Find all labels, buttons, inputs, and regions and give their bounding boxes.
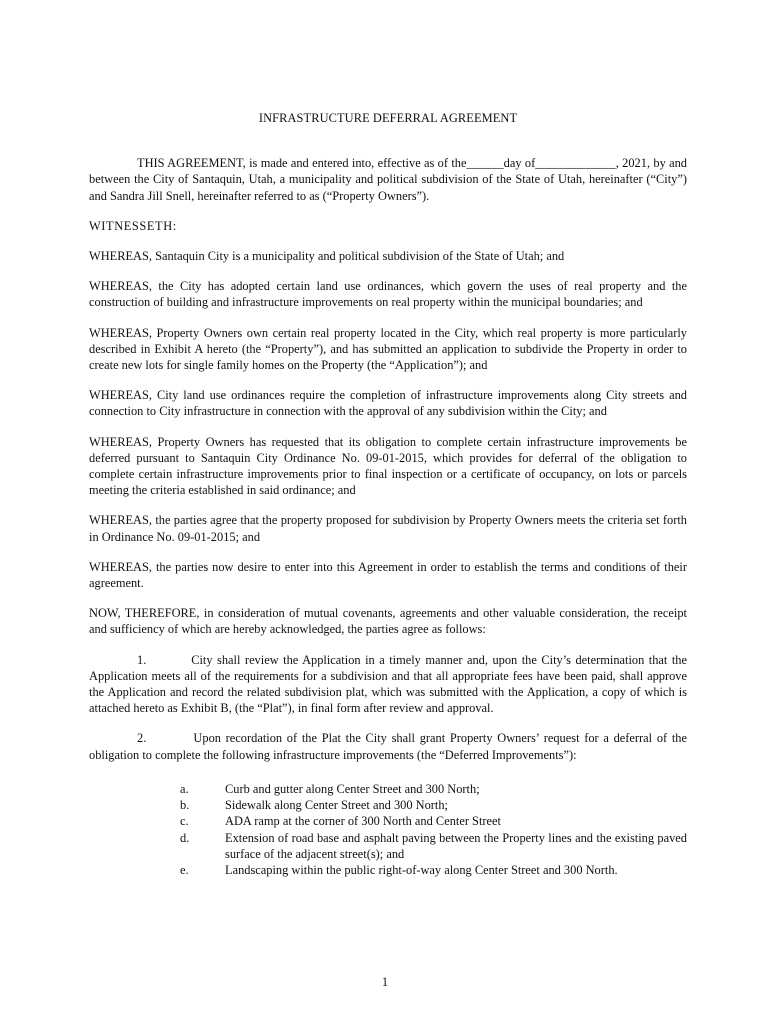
list-item-letter: c. (180, 814, 189, 829)
document-body (89, 110, 687, 878)
list-item (89, 862, 687, 878)
list-item-text: Landscaping within the public right-of-way along Center Street and 300 North. (225, 862, 618, 877)
deferred-improvements-list (89, 781, 687, 878)
whereas-paragraph-1: WHEREAS, Santaquin City is a municipality and political subdivision of the State of Utah; and (89, 249, 565, 264)
list-item-letter: d. (180, 830, 190, 845)
list-item-letter: a. (180, 781, 189, 796)
whereas-paragraph-3: WHEREAS, Property Owners own certain real property located in the City, which real property is more particularly described in Exhibit A hereto (the “Property”), and has submitted an application to subdivide the Property in order to create new lots for single family homes on the Property (the “Application”); and (89, 325, 687, 373)
list-item (89, 813, 687, 829)
whereas-paragraph-7: WHEREAS, the parties now desire to enter into this Agreement in order to establish the terms and conditions of their agreement. (89, 559, 687, 591)
list-item-text: Curb and gutter along Center Street and 300 North; (225, 781, 480, 796)
whereas-paragraph-6: WHEREAS, the parties agree that the property proposed for subdivision by Property Owners meets the criteria set forth in Ordinance No. 09-01-2015; and (89, 513, 687, 544)
list-item-text: Sidewalk along Center Street and 300 North; (225, 798, 448, 813)
whereas-paragraph-4: WHEREAS, City land use ordinances require the completion of infrastructure improvements along City streets and connection to City infrastructure in connection with the approval of any subdivision within the City; and (89, 388, 687, 419)
intro-paragraph: THIS AGREEMENT, is made and entered into, effective as of the______day of_____________, 2021, by and between the City of Santaquin, Utah, a municipality and political subdivision of the State of Utah, hereinafter (“City”) and Sandra Jill Snell, hereinafter referred to as (“Property Owners”). (89, 156, 687, 203)
list-item-letter: b. (180, 798, 190, 813)
document-title: INFRASTRUCTURE DEFERRAL AGREEMENT (258, 111, 518, 125)
whereas-paragraph-2: WHEREAS, the City has adopted certain land use ordinances, which govern the uses of real property and the construction of building and infrastructure improvements on real property within the municipal boundaries; and (89, 279, 687, 310)
page-number: 1 (381, 975, 389, 989)
list-item-text: Extension of road base and asphalt paving between the Property lines and the existing paved surface of the adjacent street(s); and (225, 830, 687, 861)
now-therefore-paragraph: NOW, THEREFORE, in consideration of mutual covenants, agreements and other valuable consideration, the receipt and sufficiency of which are hereby acknowledged, the parties agree as follows: (89, 606, 687, 637)
witnesseth-heading: WITNESSETH: (89, 218, 177, 233)
clause-1: 1. City shall review the Application in a timely manner and, upon the City’s determination that the Application meets all of the requirements for a subdivision and that all appropriate fees have been paid, shall approve the Application and record the related subdivision plat, which was submitted with the Application, a copy of which is attached hereto as Exhibit B, (the “Plat”), in final form after review and approval. (89, 652, 687, 716)
list-item (89, 797, 687, 813)
list-item (89, 781, 687, 797)
list-item (89, 830, 687, 862)
whereas-paragraph-5: WHEREAS, Property Owners has requested that its obligation to complete certain infrastructure improvements be deferred pursuant to Santaquin City Ordinance No. 09-01-2015, which provides for deferral of the obligation to complete certain infrastructure improvements prior to final inspection or a certificate of occupancy, on lots or parcels meeting the criteria established in said ordinance; and (89, 434, 687, 498)
clause-2: 2. Upon recordation of the Plat the City shall grant Property Owners’ request for a deferral of the obligation to complete the following infrastructure improvements (the “Deferred Improvements”): (89, 731, 687, 762)
list-item-letter: e. (180, 862, 189, 877)
list-item-text: ADA ramp at the corner of 300 North and Center Street (225, 814, 501, 829)
